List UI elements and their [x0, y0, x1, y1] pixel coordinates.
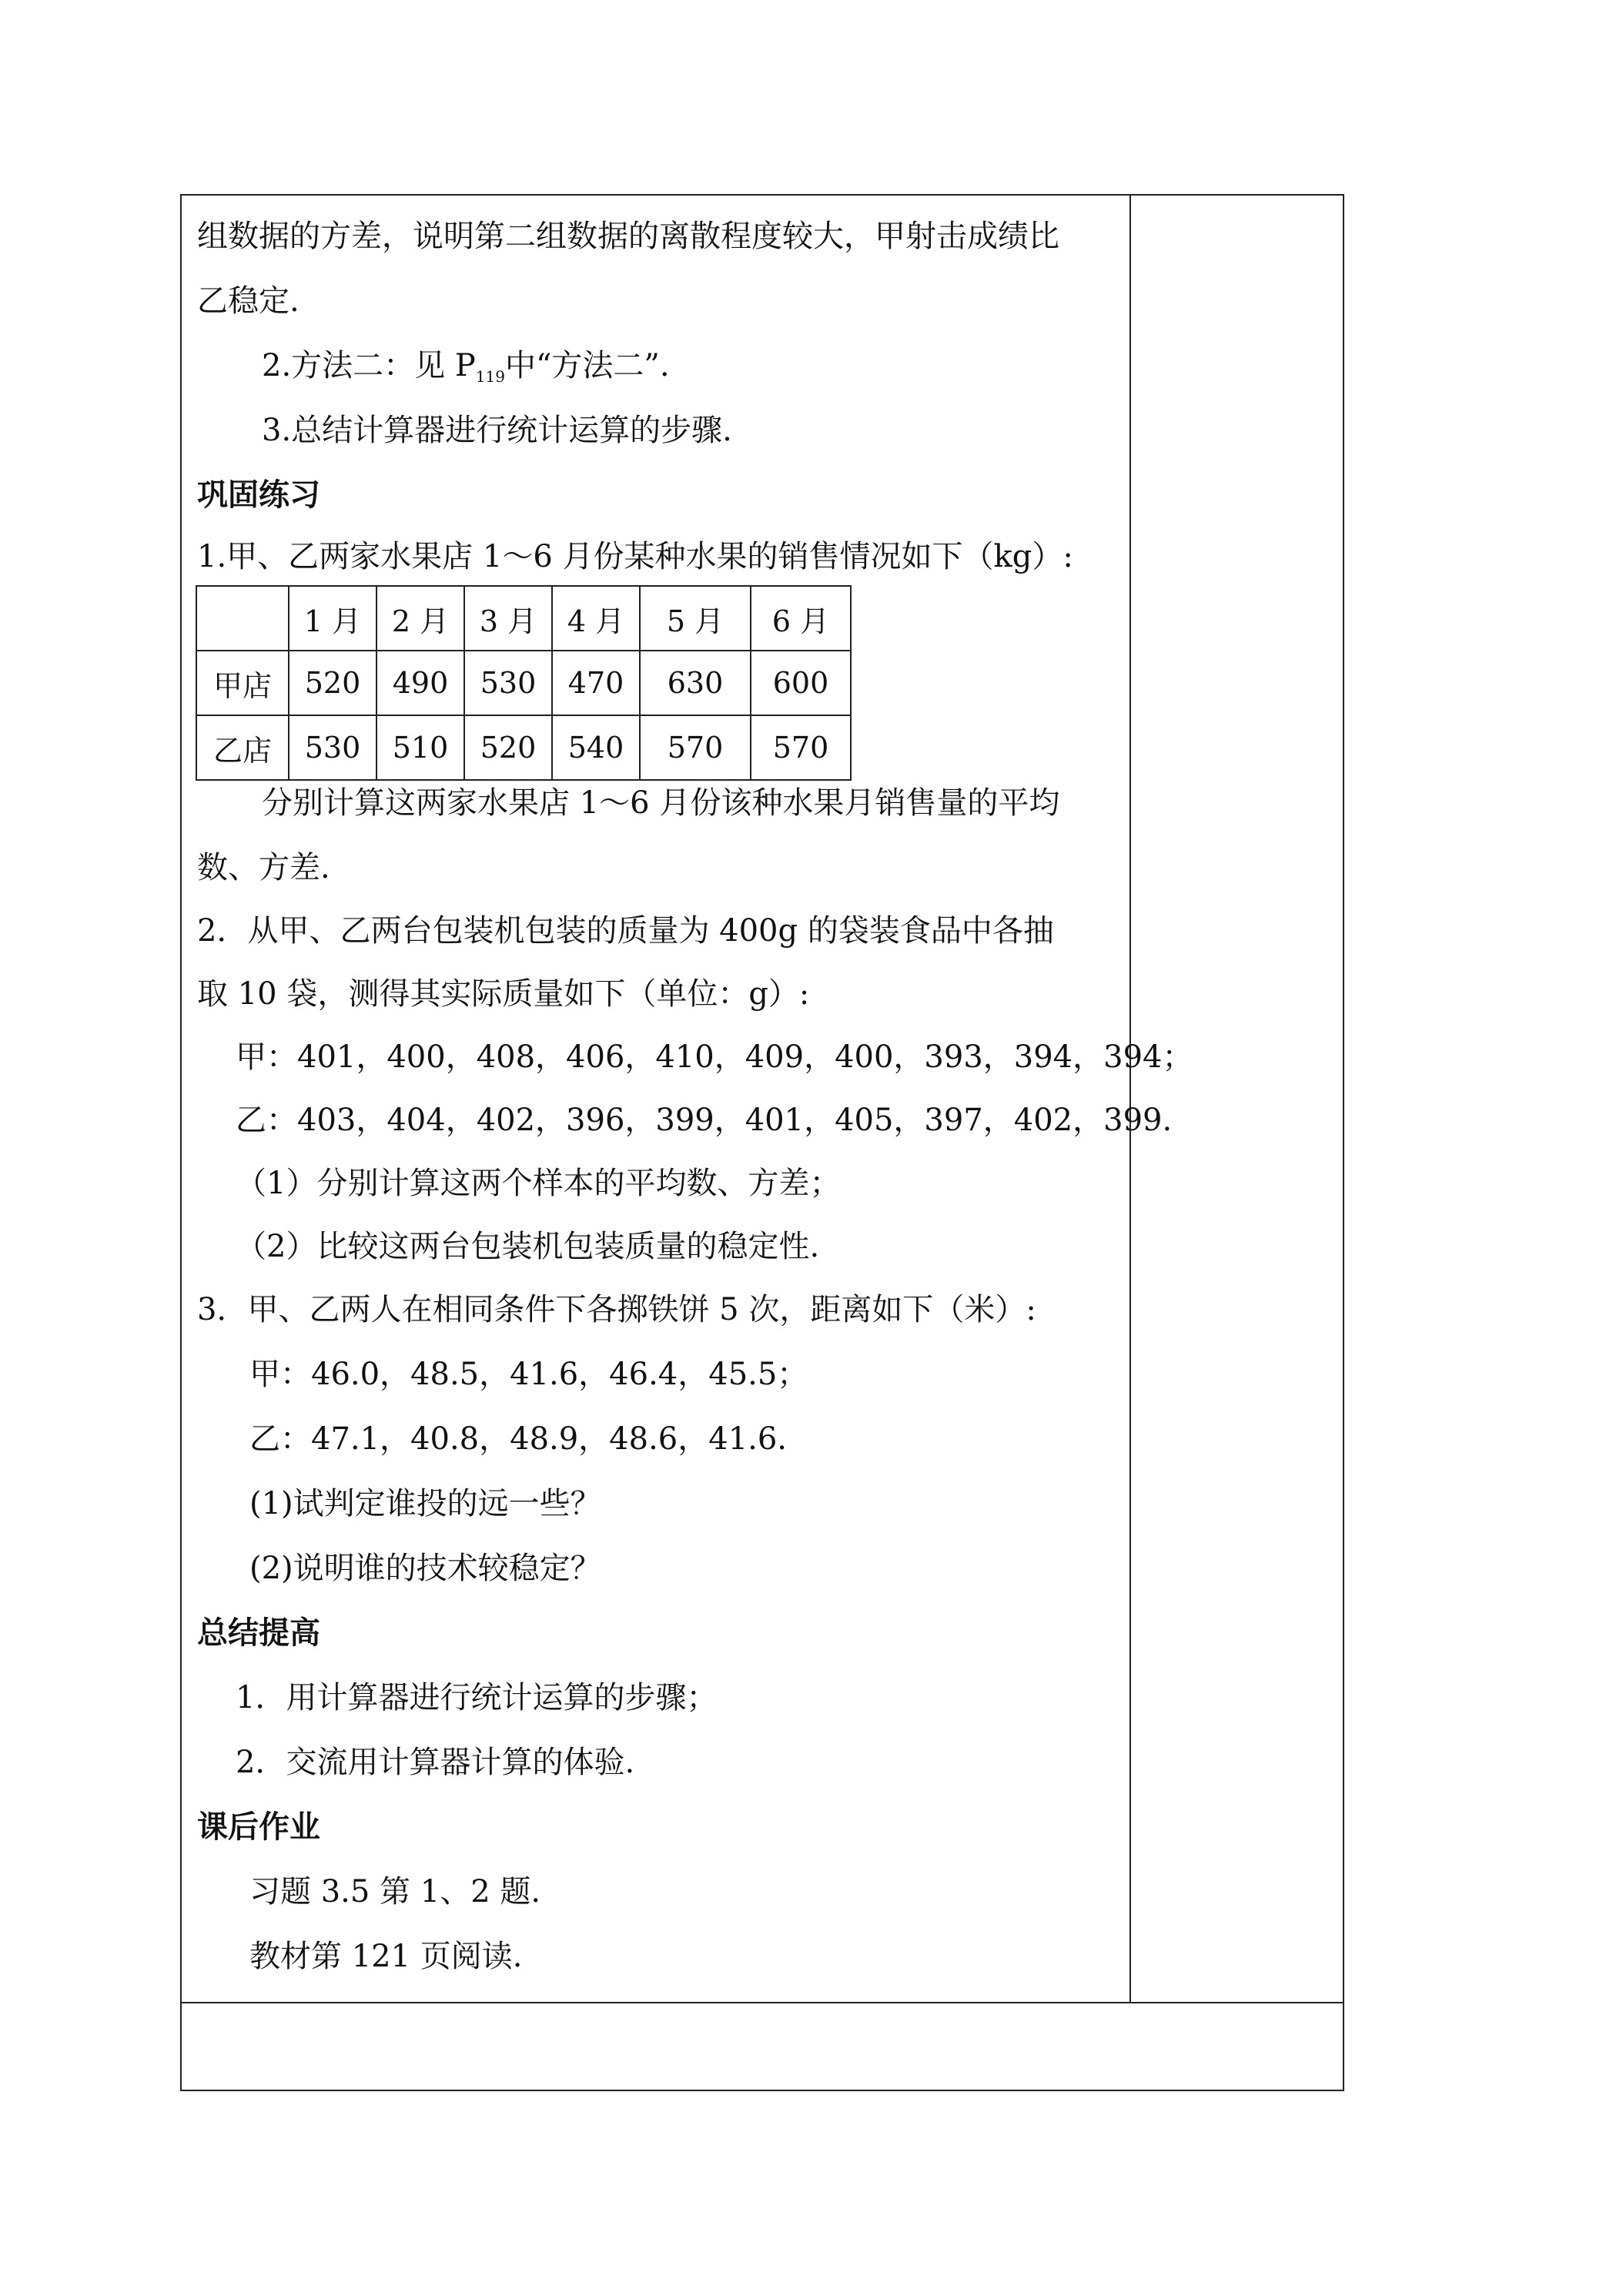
- sub-question: （1）分别计算这两个样本的平均数、方差；: [236, 1166, 841, 1201]
- table-cell: 600: [751, 651, 851, 715]
- table-cell: 6 月: [751, 586, 851, 651]
- table-cell: 3 月: [464, 586, 552, 651]
- data-line-jia: 甲：401，400，408，406，410，409，400，393，394，394；: [236, 1039, 1193, 1075]
- text-line: 组数据的方差，说明第二组数据的离散程度较大，甲射击成绩比: [197, 219, 1059, 254]
- table-cell: 甲店: [196, 651, 289, 715]
- table-cell: 570: [640, 715, 751, 780]
- table-header-row: [196, 586, 851, 651]
- text-line: 数、方差.: [197, 850, 330, 885]
- section-heading-homework: 课后作业: [197, 1809, 320, 1845]
- table-row: [196, 715, 851, 780]
- data-line-yi: 乙：47.1，40.8，48.9，48.6，41.6.: [249, 1421, 788, 1457]
- table-cell: 2 月: [376, 586, 464, 651]
- data-line-jia: 甲：46.0，48.5，41.6，46.4，45.5；: [249, 1357, 808, 1392]
- homework-item: 教材第 121 页阅读.: [249, 1939, 523, 1974]
- table-cell: 520: [289, 651, 376, 715]
- question-3: 3．甲、乙两人在相同条件下各掷铁饼 5 次，距离如下（米）:: [197, 1292, 1036, 1327]
- page-subscript: 119: [475, 367, 505, 386]
- table-cell: 1 月: [289, 586, 376, 651]
- text-line: [262, 346, 670, 396]
- table-cell: 530: [289, 715, 376, 780]
- table-cell: 530: [464, 651, 552, 715]
- table-cell: 630: [640, 651, 751, 715]
- table-cell: 乙店: [196, 715, 289, 780]
- method-two-tail: 中“方法二”.: [504, 348, 670, 383]
- lesson-content: [182, 196, 1193, 2002]
- table-cell: 570: [751, 715, 851, 780]
- footer-row: [182, 2003, 1343, 2090]
- summary-item: 1．用计算器进行统计运算的步骤；: [236, 1680, 718, 1715]
- text-line: 分别计算这两家水果店 1～6 月份该种水果月销售量的平均: [262, 785, 1060, 821]
- summary-item: 2．交流用计算器计算的体验.: [236, 1745, 635, 1780]
- notes-column: [1131, 196, 1343, 2002]
- section-heading-summary: 总结提高: [197, 1615, 320, 1651]
- homework-item: 习题 3.5 第 1、2 题.: [249, 1874, 541, 1909]
- table-cell: 510: [376, 715, 464, 780]
- question-1: 1.甲、乙两家水果店 1～6 月份某种水果的销售情况如下（kg）:: [197, 539, 1073, 574]
- table-cell: 470: [552, 651, 640, 715]
- method-two-text: 2.方法二：见 P: [262, 348, 476, 383]
- table-cell: 490: [376, 651, 464, 715]
- sub-question: （2）比较这两台包装机包装质量的稳定性.: [236, 1229, 820, 1264]
- text-line: 3.总结计算器进行统计运算的步骤.: [262, 413, 732, 448]
- table-cell: 4 月: [552, 586, 640, 651]
- table-cell: 520: [464, 715, 552, 780]
- table-row: [196, 651, 851, 715]
- table-cell: [196, 586, 289, 651]
- sub-question: (2)说明谁的技术较稳定？: [249, 1551, 601, 1586]
- text-line: 取 10 袋，测得其实际质量如下（单位：g）:: [197, 976, 810, 1012]
- table-cell: 5 月: [640, 586, 751, 651]
- lesson-table: [180, 194, 1344, 2091]
- sales-table: [196, 585, 852, 781]
- section-heading-practice: 巩固练习: [197, 477, 320, 513]
- text-line: 乙稳定.: [197, 283, 300, 319]
- question-2: 2．从甲、乙两台包装机包装的质量为 400g 的袋装食品中各抽: [197, 913, 1054, 949]
- sub-question: (1)试判定谁投的远一些？: [249, 1486, 601, 1521]
- data-line-yi: 乙：403，404，402，396，399，401，405，397，402，399.: [236, 1103, 1173, 1138]
- table-cell: 540: [552, 715, 640, 780]
